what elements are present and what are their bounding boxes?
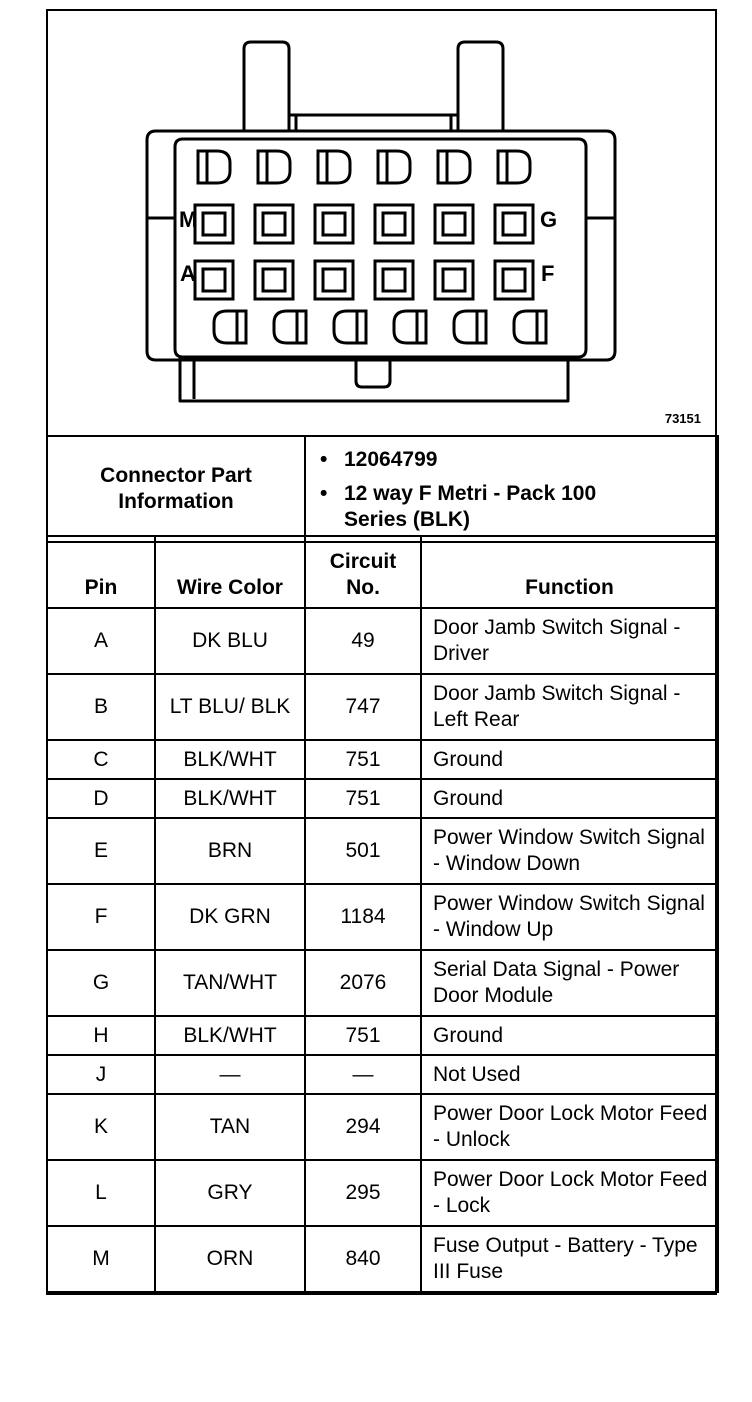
pin-label-g: G: [540, 207, 558, 232]
keyed-cavity: [198, 151, 230, 183]
bullet-icon: •: [320, 482, 328, 505]
pin-table: [46, 535, 719, 1293]
part-description-item: [320, 481, 717, 533]
pin-cell: A: [47, 608, 155, 674]
connector-skirt: [180, 357, 568, 401]
terminal-cavity: [255, 261, 293, 299]
table-row: [47, 674, 718, 740]
connector-face-view: [48, 11, 715, 435]
latch-left: [244, 42, 289, 131]
lower-cavity-row: [214, 311, 546, 343]
terminal-row-a-f: [195, 261, 533, 299]
keyed-cavity: [258, 151, 290, 183]
terminal-cavity: [195, 205, 233, 243]
keyed-cavity: [514, 311, 546, 343]
function-cell: Fuse Output - Battery - Type III Fuse: [421, 1226, 718, 1292]
terminal-row-m-g: [195, 205, 533, 243]
pin-label-m: M: [179, 207, 198, 232]
terminal-cavity: [195, 261, 233, 299]
header-wire-color: Wire Color: [155, 536, 305, 608]
terminal-cavity: [495, 261, 533, 299]
pin-cell: L: [47, 1160, 155, 1226]
pin-table-body: [47, 608, 718, 1292]
wire-color-cell: —: [155, 1055, 305, 1094]
keyed-cavity: [454, 311, 486, 343]
keyed-cavity: [318, 151, 350, 183]
wire-color-cell: LT BLU/ BLK: [155, 674, 305, 740]
wire-color-cell: BRN: [155, 818, 305, 884]
pin-cell: C: [47, 740, 155, 779]
wire-color-cell: BLK/WHT: [155, 740, 305, 779]
keyed-cavity: [498, 151, 530, 183]
wire-color-cell: TAN: [155, 1094, 305, 1160]
terminal-cavity: [435, 261, 473, 299]
latch-right: [458, 42, 503, 131]
wire-color-cell: DK GRN: [155, 884, 305, 950]
pin-table-header: [47, 536, 718, 608]
circuit-cell: 840: [305, 1226, 421, 1292]
wire-color-cell: GRY: [155, 1160, 305, 1226]
wire-color-cell: DK BLU: [155, 608, 305, 674]
table-row: [47, 740, 718, 779]
table-row: [47, 1055, 718, 1094]
pin-cell: K: [47, 1094, 155, 1160]
table-row: [47, 1016, 718, 1055]
pin-label-f: F: [541, 261, 555, 286]
function-cell: Ground: [421, 779, 718, 818]
table-row: [47, 1226, 718, 1292]
keyed-cavity: [378, 151, 410, 183]
pin-cell: J: [47, 1055, 155, 1094]
circuit-cell: 2076: [305, 950, 421, 1016]
terminal-cavity: [315, 205, 353, 243]
function-cell: Serial Data Signal - Power Door Module: [421, 950, 718, 1016]
diagram-frame: [46, 9, 717, 1295]
part-number: 12064799: [344, 448, 438, 471]
circuit-cell: 49: [305, 608, 421, 674]
circuit-cell: 751: [305, 1016, 421, 1055]
function-cell: Ground: [421, 740, 718, 779]
table-row: [47, 950, 718, 1016]
wire-color-cell: BLK/WHT: [155, 779, 305, 818]
circuit-cell: 1184: [305, 884, 421, 950]
wire-color-cell: TAN/WHT: [155, 950, 305, 1016]
terminal-cavity: [255, 205, 293, 243]
function-cell: Power Door Lock Motor Feed - Unlock: [421, 1094, 718, 1160]
header-function: Function: [421, 536, 718, 608]
circuit-cell: 747: [305, 674, 421, 740]
circuit-cell: 751: [305, 779, 421, 818]
function-cell: Not Used: [421, 1055, 718, 1094]
terminal-cavity: [375, 261, 413, 299]
terminal-cavity: [315, 261, 353, 299]
figure-number: 73151: [664, 411, 701, 426]
table-row: [47, 818, 718, 884]
function-cell: Door Jamb Switch Signal - Driver: [421, 608, 718, 674]
table-row: [47, 884, 718, 950]
connector-part-info: [46, 435, 719, 543]
pin-cell: F: [47, 884, 155, 950]
part-info-label: Connector Part Information: [47, 436, 305, 542]
circuit-cell: 501: [305, 818, 421, 884]
table-row: [47, 779, 718, 818]
pin-cell: D: [47, 779, 155, 818]
keyed-cavity: [274, 311, 306, 343]
wire-color-cell: BLK/WHT: [155, 1016, 305, 1055]
keyed-cavity: [214, 311, 246, 343]
pin-label-a: A: [180, 261, 196, 286]
table-row: [47, 1160, 718, 1226]
function-cell: Ground: [421, 1016, 718, 1055]
part-info-values: [305, 436, 718, 542]
keyed-cavity: [394, 311, 426, 343]
function-cell: Power Window Switch Signal - Window Up: [421, 884, 718, 950]
pin-cell: H: [47, 1016, 155, 1055]
pin-cell: G: [47, 950, 155, 1016]
table-row: [47, 608, 718, 674]
pin-cell: M: [47, 1226, 155, 1292]
part-description: 12 way F Metri - Pack 100 Series (BLK): [344, 482, 597, 531]
function-cell: Power Window Switch Signal - Window Down: [421, 818, 718, 884]
table-row: [47, 1094, 718, 1160]
header-circuit: Circuit No.: [305, 536, 421, 608]
function-cell: Power Door Lock Motor Feed - Lock: [421, 1160, 718, 1226]
terminal-cavity: [435, 205, 473, 243]
circuit-cell: 295: [305, 1160, 421, 1226]
upper-cavity-row: [198, 151, 530, 183]
header-pin: Pin: [47, 536, 155, 608]
circuit-cell: —: [305, 1055, 421, 1094]
keyed-cavity: [438, 151, 470, 183]
terminal-cavity: [495, 205, 533, 243]
function-cell: Door Jamb Switch Signal - Left Rear: [421, 674, 718, 740]
keyed-cavity: [334, 311, 366, 343]
wire-color-cell: ORN: [155, 1226, 305, 1292]
part-number-item: [320, 447, 717, 473]
connector-drawing: [48, 11, 715, 435]
bullet-icon: •: [320, 448, 328, 471]
circuit-cell: 294: [305, 1094, 421, 1160]
pin-cell: E: [47, 818, 155, 884]
circuit-cell: 751: [305, 740, 421, 779]
terminal-cavity: [375, 205, 413, 243]
pin-cell: B: [47, 674, 155, 740]
